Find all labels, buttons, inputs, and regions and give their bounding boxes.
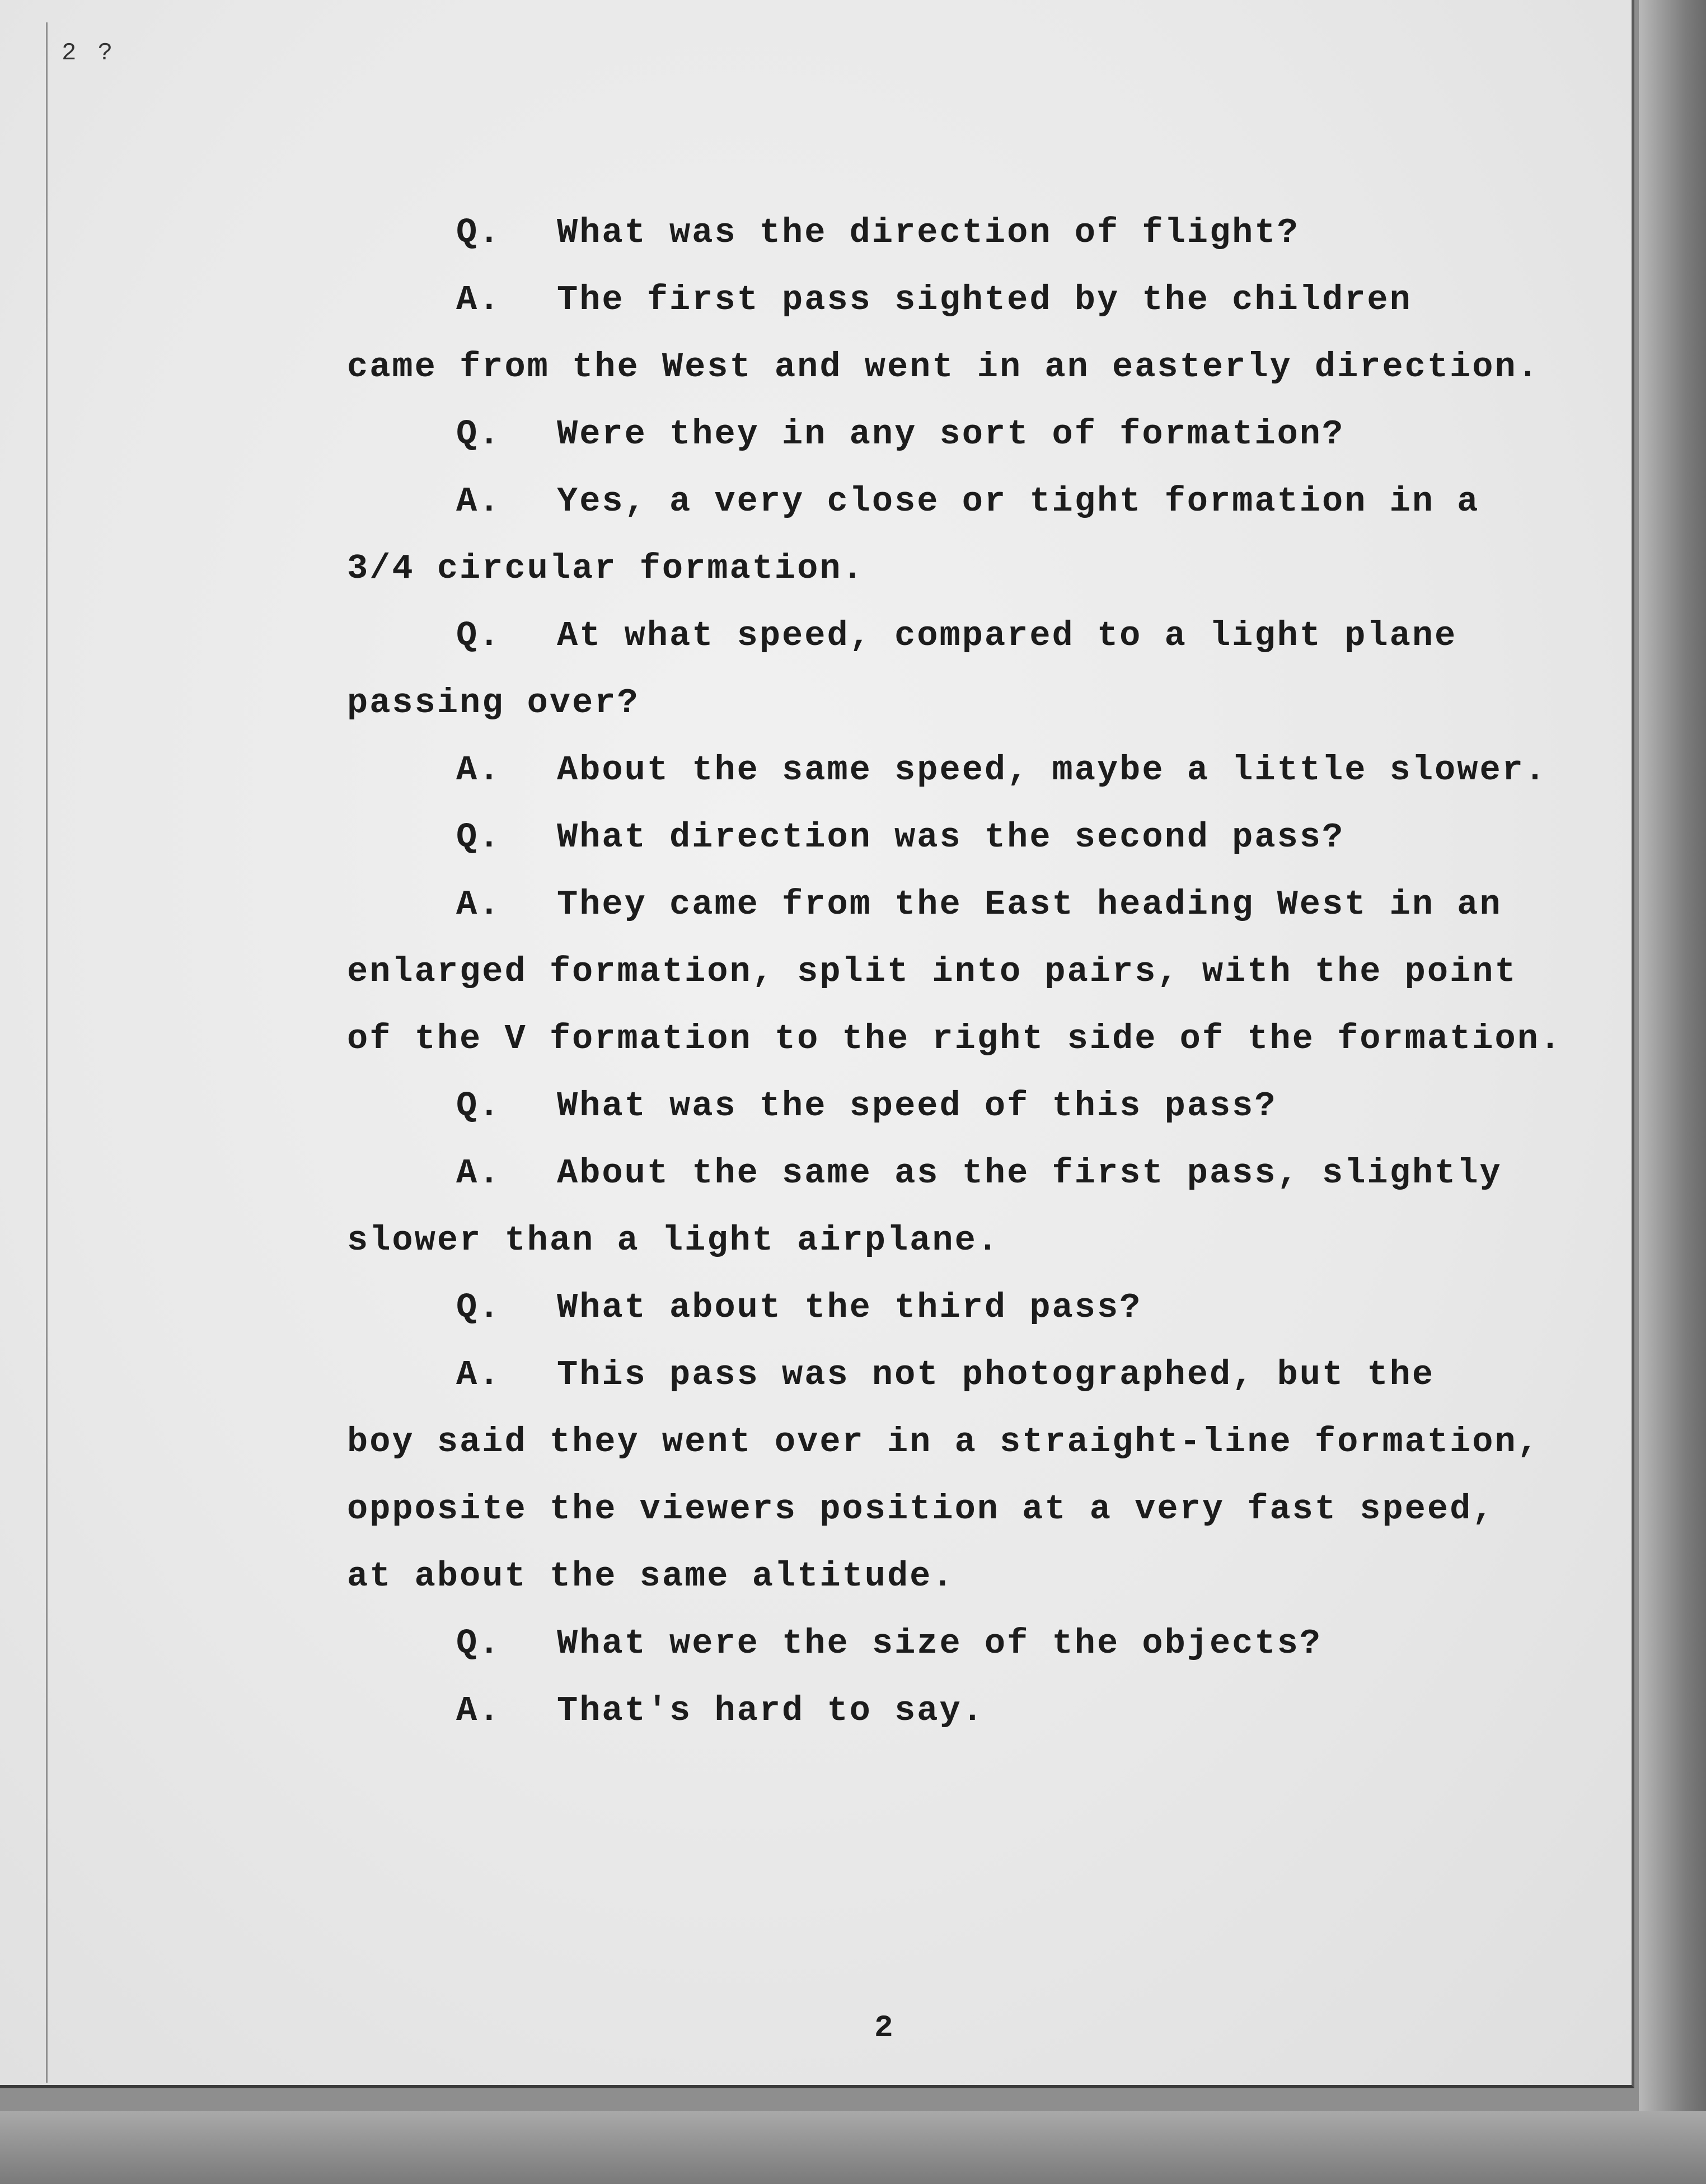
line-label: A.: [456, 280, 502, 320]
line-text: at about the same altitude.: [347, 1556, 955, 1596]
transcript-line: [456, 1288, 1142, 1327]
line-text: At what speed, compared to a light plane: [557, 616, 1457, 656]
line-text: That's hard to say.: [557, 1691, 985, 1731]
transcript-line: [456, 817, 1344, 857]
transcript-line: [456, 616, 1457, 656]
transcript-line: [347, 1489, 1495, 1529]
transcript-line: [347, 1556, 955, 1596]
line-text: Yes, a very close or tight formation in a: [557, 481, 1480, 521]
line-text: enlarged formation, split into pairs, with the point: [347, 952, 1517, 992]
line-label: Q.: [456, 414, 502, 454]
transcript-line: [456, 1086, 1277, 1126]
line-text: What direction was the second pass?: [557, 817, 1345, 857]
line-label: A.: [456, 885, 502, 924]
line-text: This pass was not photographed, but the: [557, 1355, 1435, 1395]
transcript-line: [347, 1220, 1000, 1260]
scan-border-right: [1639, 0, 1706, 2184]
line-label: A.: [456, 481, 502, 521]
transcript-line: [347, 1422, 1540, 1462]
page-number: 2: [874, 2010, 893, 2046]
line-label: A.: [456, 750, 502, 790]
corner-mark: 2 ?: [62, 39, 116, 67]
transcript-line: [456, 1153, 1502, 1193]
line-text: slower than a light airplane.: [347, 1220, 1000, 1260]
line-text: What was the direction of flight?: [557, 213, 1300, 252]
scan-border-bottom: [0, 2111, 1706, 2184]
transcript-line: [456, 1355, 1435, 1395]
line-text: About the same as the first pass, slightly: [557, 1153, 1502, 1193]
line-text: Were they in any sort of formation?: [557, 414, 1345, 454]
line-label: Q.: [456, 817, 502, 857]
transcript-line: [456, 885, 1502, 924]
line-text: About the same speed, maybe a little slower.: [557, 750, 1548, 790]
line-label: Q.: [456, 1086, 502, 1126]
line-text: What were the size of the objects?: [557, 1624, 1323, 1663]
line-label: A.: [456, 1355, 502, 1395]
transcript-line: [456, 481, 1479, 521]
line-text: What was the speed of this pass?: [557, 1086, 1277, 1126]
line-text: What about the third pass?: [557, 1288, 1142, 1327]
line-label: A.: [456, 1691, 502, 1731]
transcript-line: [347, 347, 1540, 387]
transcript-line: [456, 414, 1344, 454]
line-label: Q.: [456, 1288, 502, 1327]
line-text: of the V formation to the right side of the formation.: [347, 1019, 1563, 1059]
transcript-line: [347, 952, 1517, 992]
line-text: 3/4 circular formation.: [347, 549, 865, 588]
transcript-line: [347, 1019, 1562, 1059]
line-label: Q.: [456, 213, 502, 252]
line-text: The first pass sighted by the children: [557, 280, 1412, 320]
line-label: A.: [456, 1153, 502, 1193]
transcript-line: [456, 213, 1300, 252]
transcript-line: [347, 683, 640, 723]
transcript-line: [456, 1624, 1322, 1663]
page-edge-line: [46, 22, 48, 2083]
line-text: opposite the viewers position at a very fast speed,: [347, 1489, 1495, 1529]
transcript-line: [456, 280, 1412, 320]
transcript-line: [456, 1691, 985, 1731]
line-text: boy said they went over in a straight-line formation,: [347, 1422, 1540, 1462]
line-text: They came from the East heading West in an: [557, 885, 1502, 924]
line-label: Q.: [456, 616, 502, 656]
line-text: came from the West and went in an easterly direction.: [347, 347, 1540, 387]
line-label: Q.: [456, 1624, 502, 1663]
line-text: passing over?: [347, 683, 640, 723]
transcript-line: [456, 750, 1547, 790]
transcript-line: [347, 549, 865, 588]
